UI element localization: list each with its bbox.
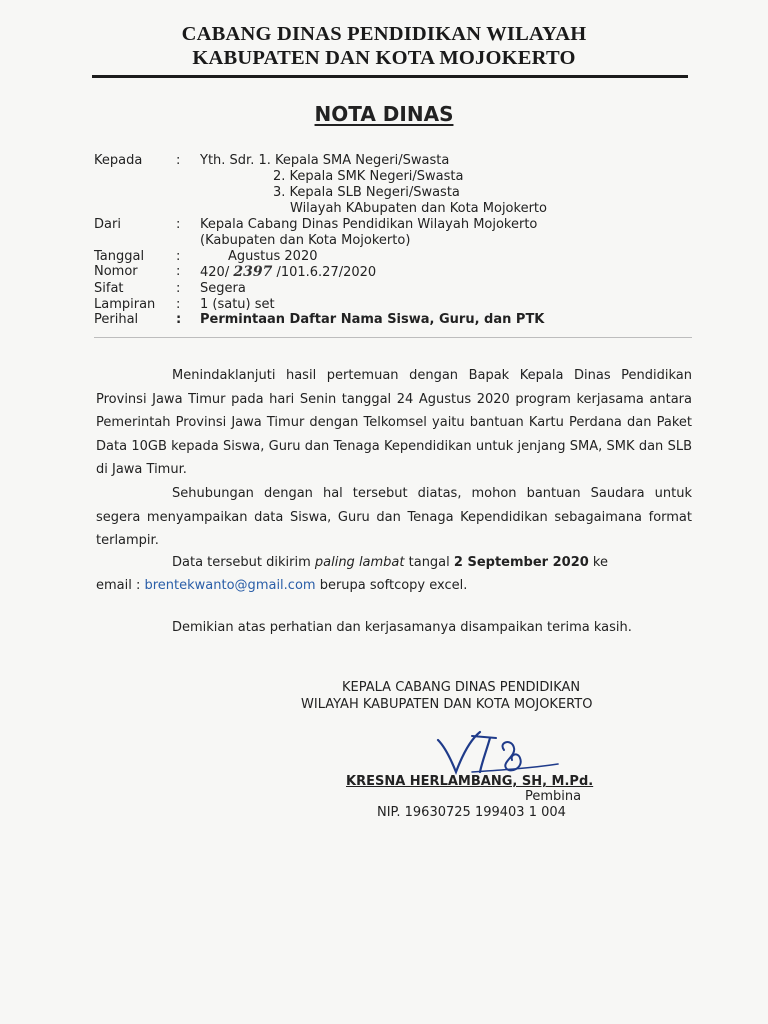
body-paragraph-4: Demikian atas perhatian dan kerjasamanya disampaikan terima kasih. bbox=[172, 620, 632, 635]
dari-line-1: Kepala Cabang Dinas Pendidikan Wilayah Mojokerto bbox=[200, 217, 538, 232]
body-paragraph-3-line-2: email : brentekwanto@gmail.com berupa softcopy excel. bbox=[96, 578, 468, 593]
signatory-title-1: KEPALA CABANG DINAS PENDIDIKAN bbox=[342, 680, 581, 695]
lampiran-value: 1 (satu) set bbox=[200, 297, 275, 312]
signatory-title-2: WILAYAH KABUPATEN DAN KOTA MOJOKERTO bbox=[301, 697, 593, 712]
nomor-colon: : bbox=[176, 264, 181, 279]
tanggal-label: Tanggal bbox=[94, 249, 145, 264]
nomor-prefix: 420/ bbox=[200, 265, 230, 280]
agency-name-line1: CABANG DINAS PENDIDIKAN WILAYAH bbox=[181, 23, 587, 45]
kepada-label: Kepada bbox=[94, 153, 143, 168]
body-paragraph-1: Menindaklanjuti hasil pertemuan dengan Bapak Kepala Dinas Pendidikan Provinsi Jawa Timur pada hari Senin tanggal 24 Agustus 2020 program kerjasama antara Pemerintah Provinsi Jawa Timur dengan Telkomsel yaitu bantuan Kartu Perdana dan Paket Data 10GB kepada Siswa, Guru dan Tenaga Kependidikan untuk jenjang SMA, SMK dan SLB di Jawa Timur. bbox=[96, 368, 692, 477]
agency-name-line2: KABUPATEN DAN KOTA MOJOKERTO bbox=[192, 47, 576, 69]
kepada-line-3: 3. Kepala SLB Negeri/Swasta bbox=[273, 185, 460, 200]
dari-colon: : bbox=[176, 217, 181, 232]
kepada-line-2: 2. Kepala SMK Negeri/Swasta bbox=[273, 169, 464, 184]
nomor-handwritten: 2397 bbox=[233, 264, 273, 280]
dari-line-2: (Kabupaten dan Kota Mojokerto) bbox=[200, 233, 411, 248]
section-divider bbox=[94, 337, 692, 338]
document-title: NOTA DINAS bbox=[314, 102, 454, 126]
nomor-label: Nomor bbox=[94, 264, 138, 279]
kepada-colon: : bbox=[176, 153, 181, 168]
nomor-suffix: /101.6.27/2020 bbox=[276, 265, 377, 280]
signatory-nip: NIP. 19630725 199403 1 004 bbox=[377, 805, 566, 820]
signatory-rank: Pembina bbox=[525, 789, 582, 804]
dari-label: Dari bbox=[94, 217, 121, 232]
tanggal-colon: : bbox=[176, 249, 181, 264]
perihal-colon: : bbox=[176, 312, 182, 327]
signatory-name: KRESNA HERLAMBANG, SH, M.Pd. bbox=[346, 774, 594, 789]
body-paragraph-3-line-1: Data tersebut dikirim paling lambat tangal 2 September 2020 ke bbox=[172, 555, 608, 570]
lampiran-colon: : bbox=[176, 297, 181, 312]
header-divider bbox=[92, 75, 688, 78]
handwritten-signature bbox=[432, 728, 562, 778]
perihal-label: Perihal bbox=[94, 312, 139, 327]
kepada-line-4: Wilayah KAbupaten dan Kota Mojokerto bbox=[290, 201, 547, 216]
sifat-colon: : bbox=[176, 281, 181, 296]
email-link[interactable]: brentekwanto@gmail.com bbox=[144, 578, 316, 593]
tanggal-value: Agustus 2020 bbox=[228, 249, 318, 264]
body-paragraph-2: Sehubungan dengan hal tersebut diatas, mohon bantuan Saudara untuk segera menyampaikan data Siswa, Guru dan Tenaga Kependidikan sebagaimana format terlampir. bbox=[96, 486, 692, 548]
lampiran-label: Lampiran bbox=[94, 297, 156, 312]
kepada-line-1: Yth. Sdr. 1. Kepala SMA Negeri/Swasta bbox=[200, 153, 450, 168]
sifat-label: Sifat bbox=[94, 281, 124, 296]
nomor-value bbox=[200, 264, 376, 281]
perihal-value: Permintaan Daftar Nama Siswa, Guru, dan PTK bbox=[200, 312, 545, 327]
sifat-value: Segera bbox=[200, 281, 246, 296]
